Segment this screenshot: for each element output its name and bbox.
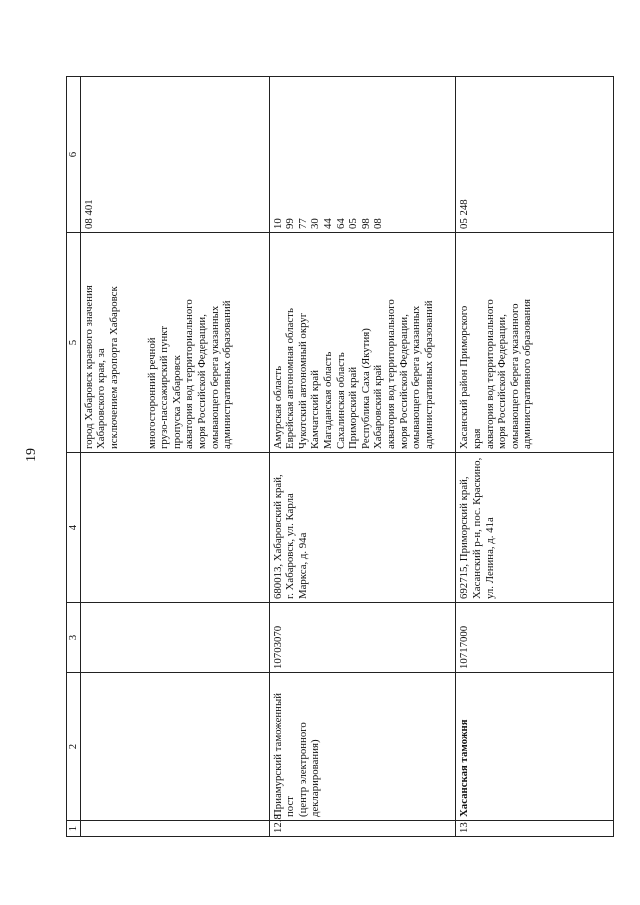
okato-codes [269, 77, 456, 233]
territory-line: омывающего берега указанных [410, 305, 423, 449]
okato-codes [456, 77, 614, 233]
post-address [456, 453, 614, 603]
territory-line: пропуска Хабаровск [170, 355, 183, 449]
post-code: 10703070 [269, 603, 456, 673]
territory-line: Хасанский район Приморского [458, 305, 471, 449]
territory-line: Хабаровского края, за [95, 348, 108, 449]
territory-line: административных образований [221, 300, 234, 449]
okato-code: 44 [321, 218, 334, 229]
territory-line: Камчатский край [309, 370, 322, 449]
territory-line: город Хабаровск краевого значения [82, 285, 95, 449]
post-name-line: декларирования) [309, 739, 322, 817]
post-name [269, 673, 456, 821]
header-row [67, 77, 81, 837]
territory-list [269, 233, 456, 453]
col-header-2: 2 [67, 673, 81, 821]
territory-list [456, 233, 614, 453]
territory-line [120, 236, 133, 449]
territory-line: моря Российской Федерации, [397, 314, 410, 449]
address-line: 692715, Приморский край, [458, 476, 471, 599]
col-header-4: 4 [67, 453, 81, 603]
territory-line: многосторонний речной [145, 337, 158, 449]
post-name-line: Хасанская таможня [458, 719, 471, 817]
rotated-table-container [66, 77, 614, 837]
row-number [80, 821, 269, 837]
okato-code: 10 [271, 218, 284, 229]
address-line: ул. Ленина, д. 41а [483, 517, 496, 599]
territory-line: Приморский край [347, 366, 360, 449]
territory-line: Магаданская область [321, 351, 334, 449]
col-header-5: 5 [67, 233, 81, 453]
territory-line: омывающего берега указанного [508, 303, 521, 449]
territory-line [133, 236, 146, 449]
address-line: Маркса, д. 94а [296, 532, 309, 599]
territory-line: исключением аэропорта Хабаровск [107, 286, 120, 449]
okato-code: 30 [309, 218, 322, 229]
territory-line: акватория вод территориального [483, 299, 496, 449]
territory-line: Еврейская автономная область [284, 308, 297, 449]
row-number: 13 [456, 821, 614, 837]
post-name-line: Приамурский таможенный [271, 693, 284, 817]
post-code [80, 603, 269, 673]
territory-line: омывающего берега указанных [208, 305, 221, 449]
territory-line: административных образований [422, 300, 435, 449]
territory-line: административного образования [521, 299, 534, 449]
post-name-line: (центр электронного [296, 722, 309, 817]
address-line: 680013, Хабаровский край, [271, 474, 284, 599]
post-address [80, 453, 269, 603]
territory-line: Амурская область [271, 366, 284, 449]
table-row [456, 77, 614, 837]
territory-line: моря Российской Федерации, [496, 314, 509, 449]
territory-line: акватория вод территориального [183, 299, 196, 449]
okato-code: 64 [334, 218, 347, 229]
post-address [269, 453, 456, 603]
table-row [80, 77, 269, 837]
territory-list [80, 233, 269, 453]
col-header-3: 3 [67, 603, 81, 673]
col-header-1: 1 [67, 821, 81, 837]
territory-line: грузо-пассажирский пункт [158, 325, 171, 449]
territory-line: акватория вод территориального [384, 299, 397, 449]
page-number: 19 [24, 448, 39, 462]
table-row [269, 77, 456, 837]
okato-code: 05 248 [458, 199, 471, 229]
territory-line: Чукотский автономный округ [296, 312, 309, 449]
row-number: 12.8 [269, 821, 456, 837]
post-name [456, 673, 614, 821]
okato-code: 77 [296, 218, 309, 229]
customs-table [66, 76, 614, 837]
territory-line: Хабаровский край [372, 364, 385, 449]
post-name-line: пост [284, 796, 297, 817]
address-line: Хасанский р-н, пос. Краскино, [471, 457, 484, 599]
territory-line: моря Российской Федерации, [195, 314, 208, 449]
okato-code: 08 401 [82, 199, 95, 229]
okato-code: 08 [372, 218, 385, 229]
territory-line: края [471, 428, 484, 449]
post-name [80, 673, 269, 821]
territory-line: Сахалинская область [334, 352, 347, 449]
territory-line: Республика Саха (Якутия) [359, 328, 372, 449]
post-code: 10717000 [456, 603, 614, 673]
okato-codes [80, 77, 269, 233]
col-header-6: 6 [67, 77, 81, 233]
okato-code: 99 [284, 218, 297, 229]
okato-code: 98 [359, 218, 372, 229]
address-line: г. Хабаровск, ул. Карла [284, 493, 297, 599]
okato-code: 05 [347, 218, 360, 229]
